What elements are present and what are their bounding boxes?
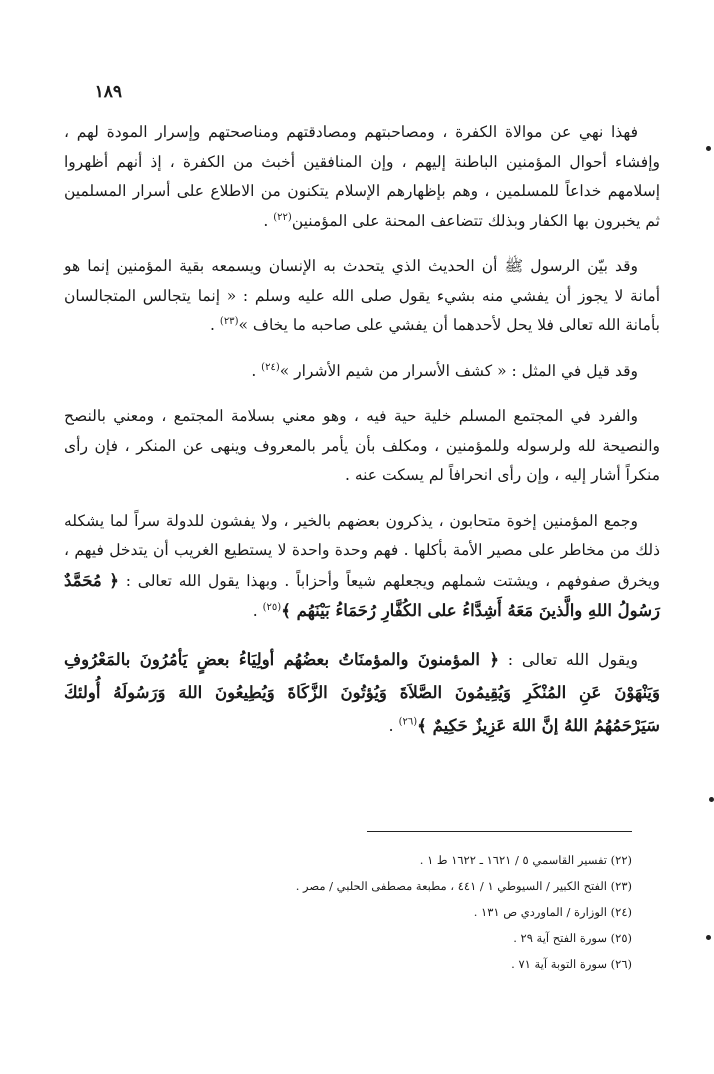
scan-edge-mark	[706, 935, 711, 940]
paragraph-5-text: وجمع المؤمنين إخوة متحابون ، يذكرون بعضهم بالخير ، ولا يفشون للدولة سراً لما يشكله ذلك من مخاطر على مصير الأمة بأكلها . فهم وحدة واحدة لا يستطيع الغريب أن يتدخل فيهم ، ويخرق صفوفهم ، ويشتت شملهم ويجعلهم شيعاً وأحزاباً . وبهذا يقول الله تعالى :	[64, 511, 660, 590]
paragraph-6-text: ويقول الله تعالى :	[499, 649, 639, 669]
paragraph-3	[64, 357, 660, 387]
footnote-ref-26: (٢٦)	[398, 716, 418, 728]
paragraph-5-end: .	[252, 602, 263, 620]
paragraph-1-end: .	[263, 211, 274, 230]
scan-edge-mark	[706, 146, 711, 151]
footnote-25: (٢٥) سورة الفتح آية ٢٩ .	[513, 931, 632, 945]
footnote-ref-23: (٢٣)	[219, 315, 239, 327]
paragraph-2-text: وقد بيّن الرسول ﷺ أن الحديث الذي يتحدث به الإنسان ويسمعه بقية المؤمنين إنما هو أمانة لا يجوز أن يفشي منه بشيء يقول صلى الله عليه وسلم : « إنما يتجالس المتجالسان بأمانة الله تعالى فلا يحل لأحدهما أن يفشي على صاحبه ما يخاف »	[64, 257, 660, 334]
footnote-ref-24: (٢٤)	[261, 361, 280, 373]
paragraph-2	[64, 252, 660, 341]
footnote-separator	[367, 831, 632, 832]
page-number: ١٨٩	[94, 82, 122, 102]
footnote-ref-25: (٢٥)	[262, 601, 282, 613]
quran-verse-fath: ﴿ مُحَمَّدٌ رَسُولُ اللهِ والَّذينَ مَعَهُ أَشِدَّاءُ على الكُفَّارِ رُحَمَاءُ بَيْنَهُم ﴾	[64, 570, 660, 620]
footnote-24: (٢٤) الوزارة / الماوردي ص ١٣١ .	[473, 905, 632, 919]
paragraph-2-end: .	[210, 316, 220, 334]
paragraph-4: والفرد في المجتمع المسلم خلية حية فيه ، وهو معني بسلامة المجتمع ، ومعني بالنصح والنصيحة لله ولرسوله وللمؤمنين ، ومكلف بأن يأمر بالمعروف وينهى عن المنكر ، فإن رأى منكراً أشار إليه ، وإن رأى انحرافاً لم يسكت عنه .	[64, 407, 660, 484]
paragraph-6	[64, 643, 660, 742]
paragraph-3-end: .	[251, 361, 262, 380]
footnote-ref-22: (٢٢)	[273, 211, 292, 223]
paragraph-1-text: فهذا نهي عن موالاة الكفرة ، ومصاحبتهم ومصادقتهم ومناصحتهم وإسرار المودة لهم ، وإفشاء أحوال المؤمنين الباطنة إليهم ، وإن المنافقين أخبث من الكفرة ، إذ أنهم أظهروا إسلامهم خداعاً للمسلمين ، وهم بإظهارهم الإسلام يتكنون من الاطلاع على أسرار المسلمين ثم يخبرون بها الكفار وبذلك تتضاعف المحنة على المؤمنين	[64, 123, 660, 230]
paragraph-6-end: .	[388, 715, 399, 735]
scan-edge-mark	[709, 797, 714, 802]
paragraph-5	[64, 507, 660, 627]
footnote-26: (٢٦) سورة التوبة آية ٧١ .	[511, 957, 632, 971]
footnote-23: (٢٣) الفتح الكبير / السيوطي ١ / ٤٤١ ، مطبعة مصطفى الحلبي / مصر .	[295, 879, 632, 893]
paragraph-1	[64, 118, 660, 236]
quran-verse-tawba: ﴿ المؤمنونَ والمؤمنَاتُ بعضُهُم أولِيَاءُ بعضٍ يَأمُرُونَ بالمَعْرُوفِ وَيَنْهَوْنَ عَنِ المُنْكَرِ وَيُقِيمُونَ الصَّلاَةَ وَيُؤتُونَ الزَّكَاةَ وَيُطِيعُونَ اللهَ وَرَسُولَهُ أُولئكَ سَيَرْحَمُهُمُ اللهُ إنَّ اللهَ عَزِيزٌ حَكِيمٌ ﴾	[64, 649, 660, 735]
footnotes	[72, 847, 632, 977]
paragraph-3-text: وقد قيل في المثل : « كشف الأسرار من شيم الأشرار »	[279, 361, 638, 380]
footnote-22: (٢٢) تفسير القاسمي ٥ / ١٦٢١ ـ ١٦٢٢ ط ١ .	[419, 853, 632, 867]
main-text	[64, 118, 660, 742]
